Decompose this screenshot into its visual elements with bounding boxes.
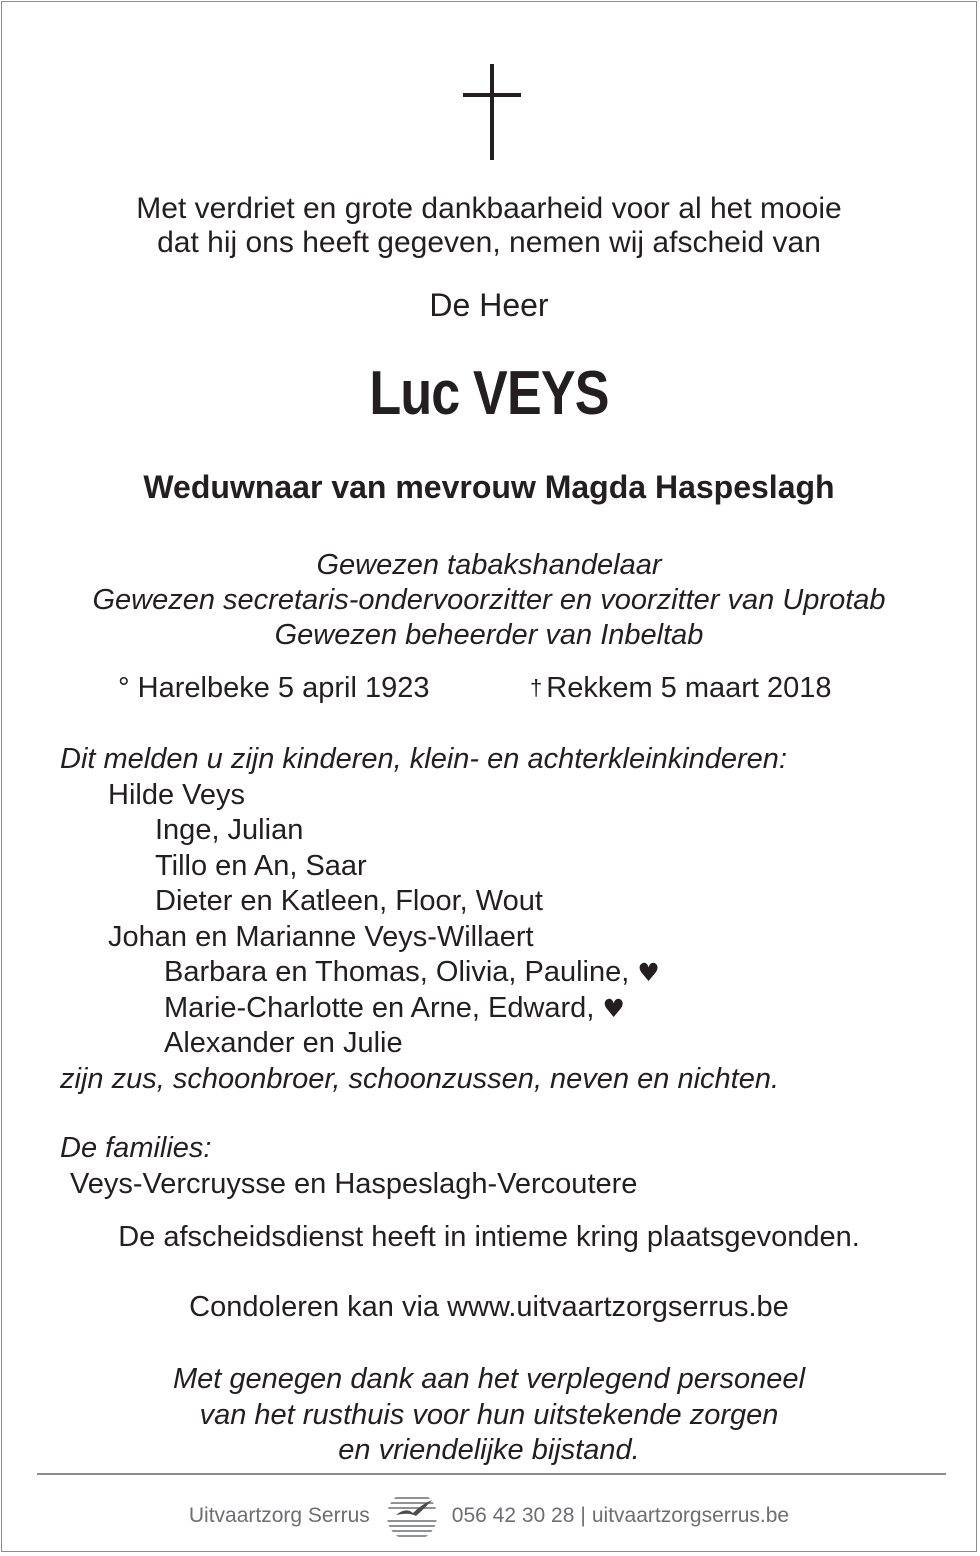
intro-text xyxy=(2,192,976,260)
birth-date xyxy=(118,672,429,705)
child-name: Johan en Marianne Veys-Willaert xyxy=(108,920,534,953)
service-text: De afscheidsdienst heeft in intieme kring plaatsgevonden. xyxy=(118,1221,860,1253)
company-name: Uitvaartzorg Serrus xyxy=(188,1504,370,1527)
birth-symbol: ° xyxy=(118,672,130,704)
phone-number: 056 42 30 28 xyxy=(451,1504,575,1527)
spouse-line: Weduwnaar van mevrouw Magda Haspeslagh xyxy=(143,469,835,505)
intro-line: dat hij ons heeft gegeven, nemen wij afscheid van xyxy=(157,226,821,259)
child-name: Hilde Veys xyxy=(108,778,246,811)
intro-line: Met verdriet en grote dankbaarheid voor al het mooie xyxy=(136,192,842,225)
birth-text: Harelbeke 5 april 1923 xyxy=(137,672,430,704)
condolence-text: Condoleren kan via www.uitvaartzorgserrus.be xyxy=(189,1291,789,1323)
families-names: Veys-Vercruysse en Haspeslagh-Vercoutere xyxy=(70,1168,638,1200)
footer xyxy=(2,1490,976,1542)
footer-divider xyxy=(37,1473,946,1475)
title-prefix: De Heer xyxy=(429,287,549,323)
obituary-notice xyxy=(1,1,977,1552)
heart-icon: ♥ xyxy=(637,958,660,987)
family-list xyxy=(60,742,787,1097)
role-line: Gewezen secretaris-ondervoorzitter en voorzitter van Uprotab xyxy=(92,584,886,616)
death-date xyxy=(530,672,832,705)
role-line: Gewezen tabakshandelaar xyxy=(316,549,662,581)
grandchild-line: Dieter en Katleen, Floor, Wout xyxy=(155,885,543,917)
seagull-logo-icon xyxy=(384,1490,440,1542)
grandchild-line: Alexander en Julie xyxy=(164,1027,403,1059)
footer-separator: | xyxy=(580,1504,586,1527)
grandchild-line: Tillo en An, Saar xyxy=(155,849,367,882)
death-text: Rekkem 5 maart 2018 xyxy=(546,672,832,704)
families-block xyxy=(60,1130,637,1202)
cross-icon xyxy=(462,64,524,162)
dagger-icon: † xyxy=(530,675,543,700)
footer-website: uitvaartzorgserrus.be xyxy=(591,1504,790,1527)
grandchild-line: Inge, Julian xyxy=(155,814,304,846)
heart-icon: ♥ xyxy=(602,993,625,1023)
role-line: Gewezen beheerder van Inbeltab xyxy=(274,619,704,651)
grandchild-text: Marie-Charlotte en Arne, Edward, xyxy=(164,991,595,1024)
grandchild-text: Barbara en Thomas, Olivia, Pauline, xyxy=(164,956,630,988)
family-heading: Dit melden u zijn kinderen, klein- en achterkleinkinderen: xyxy=(60,743,787,775)
roles-list xyxy=(2,548,976,653)
deceased-name: Luc VEYS xyxy=(369,359,609,428)
thanks-line: Met genegen dank aan het verplegend personeel xyxy=(172,1363,806,1395)
other-relatives: zijn zus, schoonbroer, schoonzussen, neven en nichten. xyxy=(60,1062,780,1095)
thanks-text xyxy=(2,1362,976,1469)
grandchild-line xyxy=(60,991,787,1027)
families-heading: De families: xyxy=(60,1132,212,1164)
grandchild-line xyxy=(60,955,787,991)
thanks-line: en vriendelijke bijstand. xyxy=(338,1434,640,1466)
thanks-line: van het rusthuis voor hun uitstekende zorgen xyxy=(199,1398,779,1431)
